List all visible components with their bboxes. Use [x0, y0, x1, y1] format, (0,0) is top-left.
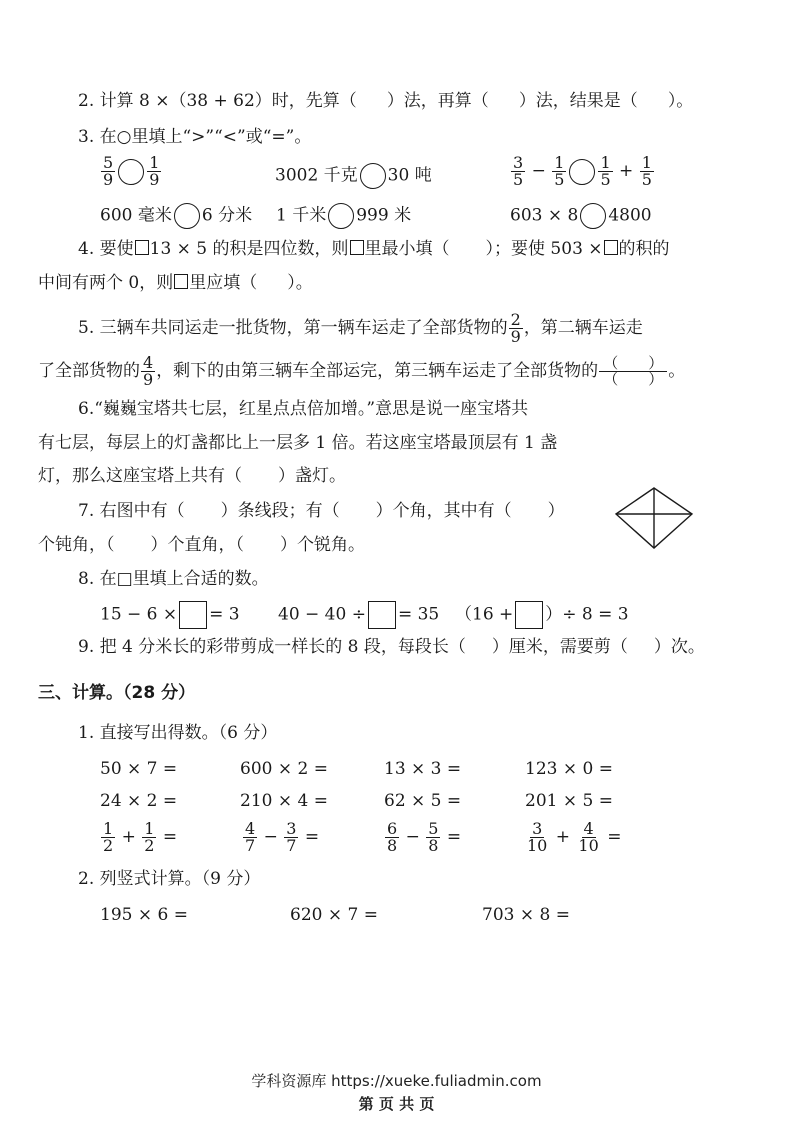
compare-circle[interactable]	[174, 203, 200, 229]
compare-4: 600 毫米 6 分米	[100, 203, 252, 229]
calc-fraction-1: $\frac{1}{2}$ + $\frac{1}{2}$ =	[103, 819, 178, 855]
question-8-expr-3: （16 + ）÷ 8 = 3	[455, 601, 629, 629]
answer-box[interactable]	[515, 601, 543, 629]
kite-figure	[612, 482, 697, 552]
compare-circle[interactable]	[328, 203, 354, 229]
compare-2: 3002 千克 30 吨	[275, 163, 432, 189]
footer-site: 学科资源库 https://xueke.fuliadmin.com	[251, 1072, 542, 1090]
question-7-line-2: 个钝角，（ ）个直角，（ ）个锐角。	[38, 535, 365, 555]
vertical-calc-item: 620 × 7 =	[290, 905, 378, 925]
question-5-line-1: 5. 三辆车共同运走一批货物，第一辆车运走了全部货物的 $\frac{2}{9}$ ，第二辆车运走	[78, 310, 643, 346]
answer-box[interactable]	[179, 601, 207, 629]
blank-square	[135, 240, 149, 255]
question-2: 2. 计算 8 ×（38 + 62）时，先算（ ）法，再算（ ）法，结果是（ ）。	[78, 91, 694, 111]
calc-1-title: 1. 直接写出得数。（6 分）	[78, 723, 278, 743]
question-6-line-2: 有七层，每层上的灯盏都比上一层多 1 倍。若这座宝塔最顶层有 1 盏	[38, 433, 558, 453]
blank-fraction: （ ） （ ）	[599, 356, 667, 387]
question-5-line-2: 了全部货物的 $\frac{4}{9}$ ，剩下的由第三辆车全部运完，第三辆车运走了全部货物的 （ ） （ ） 。	[38, 353, 686, 389]
section-3-title: 三、计算。（28 分）	[38, 683, 196, 703]
question-4-line-1: 4. 要使 13 × 5 的积是四位数，则 里最小填（ ）；要使 503 × 的积的	[78, 239, 670, 259]
compare-6: 603 × 8 4800	[510, 203, 652, 229]
answer-box[interactable]	[368, 601, 396, 629]
question-3-title: 3. 在○里填上“>”“<”或“=”。	[78, 127, 312, 147]
fraction: $\frac{1}{9}$	[149, 153, 160, 189]
fraction: $\frac{5}{9}$	[103, 153, 114, 189]
vertical-calc-item: 703 × 8 =	[482, 905, 570, 925]
question-9: 9. 把 4 分米长的彩带剪成一样长的 8 段，每段长（ ）厘米，需要剪（ ）次。	[78, 637, 705, 657]
calc-item: 600 × 2 =	[240, 759, 328, 779]
calc-item: 24 × 2 =	[100, 791, 178, 811]
calc-fraction-3: $\frac{6}{8}$ − $\frac{5}{8}$ =	[387, 819, 462, 855]
blank-square	[604, 240, 618, 255]
compare-5: 1 千米 999 米	[276, 203, 411, 229]
calc-fraction-2: $\frac{4}{7}$ − $\frac{3}{7}$ =	[245, 819, 320, 855]
question-8-title: 8. 在□里填上合适的数。	[78, 569, 269, 589]
calc-item: 201 × 5 =	[525, 791, 613, 811]
calc-item: 123 × 0 =	[525, 759, 613, 779]
question-8-expr-1: 15 − 6 × = 3	[100, 601, 240, 629]
calc-item: 13 × 3 =	[384, 759, 462, 779]
vertical-calc-item: 195 × 6 =	[100, 905, 188, 925]
question-6-line-3: 灯，那么这座宝塔上共有（ ）盏灯。	[38, 466, 346, 486]
calc-item: 50 × 7 =	[100, 759, 178, 779]
blank-square	[174, 274, 188, 289]
question-8-expr-2: 40 − 40 ÷ = 35	[278, 601, 439, 629]
compare-3: $\frac{3}{5}$ − $\frac{1}{5}$ $\frac{1}{5}$ + $\frac{1}{5}$	[513, 153, 652, 189]
compare-1	[100, 155, 162, 188]
question-6-line-1: 6.“巍巍宝塔共七层，红星点点倍加增。”意思是说一座宝塔共	[78, 399, 529, 419]
footer-page: 第 页 共 页	[358, 1095, 435, 1113]
compare-circle[interactable]	[580, 203, 606, 229]
compare-circle[interactable]	[569, 159, 595, 185]
calc-fraction-4: $\frac{3}{10}$ + $\frac{4}{10}$ =	[527, 819, 622, 855]
calc-item: 210 × 4 =	[240, 791, 328, 811]
blank-square	[350, 240, 364, 255]
compare-circle[interactable]	[118, 159, 144, 185]
compare-circle[interactable]	[360, 163, 386, 189]
calc-2-title: 2. 列竖式计算。（9 分）	[78, 869, 261, 889]
calc-item: 62 × 5 =	[384, 791, 462, 811]
question-7-line-1: 7. 右图中有（ ）条线段；有（ ）个角，其中有（ ）	[78, 501, 565, 521]
question-4-line-2: 中间有两个 0，则 里应填（ ）。	[38, 273, 313, 293]
